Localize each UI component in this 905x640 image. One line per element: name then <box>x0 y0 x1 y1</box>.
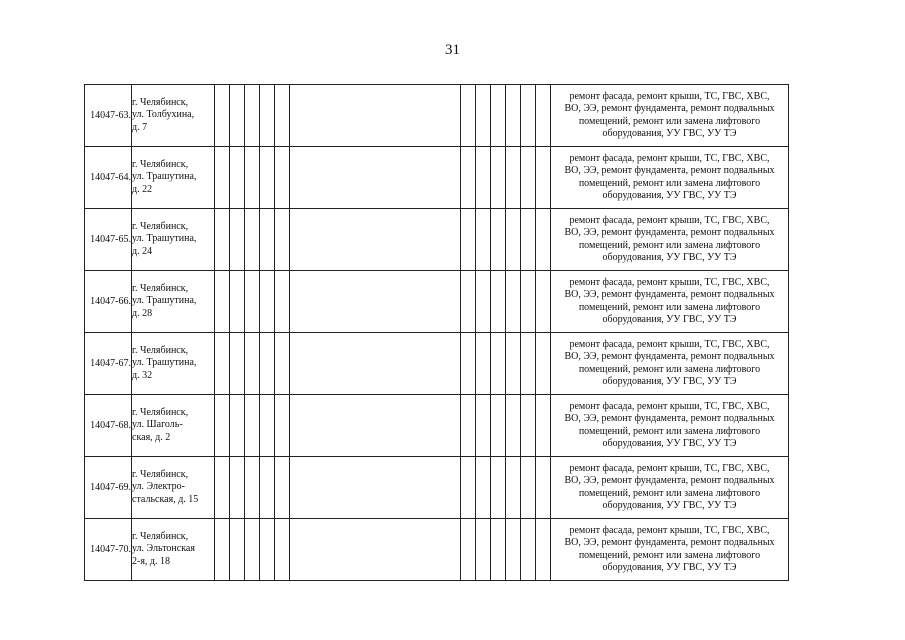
address-line: д. 32 <box>132 369 153 381</box>
empty-cell <box>476 271 491 333</box>
works-line: помещений, ремонт или замена лифтового <box>578 239 761 251</box>
empty-cell <box>476 333 491 395</box>
empty-cell <box>536 85 551 147</box>
empty-cell <box>215 209 230 271</box>
empty-cell <box>506 457 521 519</box>
address-line: ул. Шаголь- <box>132 419 183 431</box>
empty-cell <box>215 333 230 395</box>
empty-cell <box>536 333 551 395</box>
empty-cell <box>215 271 230 333</box>
address-line: ул. Трашутина, <box>132 357 197 369</box>
works-line: ВО, ЭЭ, ремонт фундамента, ремонт подвальных <box>564 103 775 114</box>
empty-cell <box>260 519 275 581</box>
empty-cell <box>245 209 260 271</box>
object-address <box>132 85 215 147</box>
empty-cell <box>506 271 521 333</box>
empty-cell <box>491 147 506 209</box>
address-line: г. Челябинск, <box>132 406 189 418</box>
empty-cell <box>536 519 551 581</box>
empty-cell <box>275 333 290 395</box>
empty-cell <box>491 209 506 271</box>
object-code: 14047-66. <box>85 271 132 333</box>
page-number: 31 <box>445 42 460 58</box>
empty-cell <box>245 457 260 519</box>
works-line: помещений, ремонт или замена лифтового <box>578 115 761 127</box>
works-line: помещений, ремонт или замена лифтового <box>578 425 761 437</box>
empty-cell <box>245 85 260 147</box>
object-code: 14047-63. <box>85 85 132 147</box>
address-line: ул. Электро- <box>132 481 185 493</box>
empty-cell <box>260 85 275 147</box>
empty-cell <box>461 147 476 209</box>
empty-cell <box>491 395 506 457</box>
empty-cell <box>290 147 461 209</box>
empty-cell <box>230 519 245 581</box>
works-line: оборудования, УУ ГВС, УУ ТЭ <box>602 562 737 573</box>
empty-cell <box>230 209 245 271</box>
works-line: помещений, ремонт или замена лифтового <box>578 301 761 313</box>
empty-cell <box>506 519 521 581</box>
empty-cell <box>245 271 260 333</box>
empty-cell <box>521 85 536 147</box>
works-line: оборудования, УУ ГВС, УУ ТЭ <box>602 314 737 325</box>
empty-cell <box>461 209 476 271</box>
empty-cell <box>521 395 536 457</box>
empty-cell <box>521 333 536 395</box>
address-line: ул. Толбухина, <box>132 109 195 121</box>
object-code: 14047-70. <box>85 519 132 581</box>
address-line: г. Челябинск, <box>132 344 189 356</box>
empty-cell <box>230 457 245 519</box>
empty-cell <box>260 271 275 333</box>
address-line: д. 7 <box>132 121 148 133</box>
empty-cell <box>461 457 476 519</box>
empty-cell <box>245 333 260 395</box>
object-code: 14047-69. <box>85 457 132 519</box>
empty-cell <box>521 147 536 209</box>
empty-cell <box>476 395 491 457</box>
empty-cell <box>290 333 461 395</box>
repair-works <box>551 209 789 271</box>
empty-cell <box>536 271 551 333</box>
empty-cell <box>215 85 230 147</box>
works-line: ВО, ЭЭ, ремонт фундамента, ремонт подвальных <box>564 475 775 486</box>
works-line: помещений, ремонт или замена лифтового <box>578 549 761 561</box>
table-row <box>85 457 789 519</box>
address-line: г. Челябинск, <box>132 158 189 170</box>
empty-cell <box>461 271 476 333</box>
works-line: ремонт фасада, ремонт крыши, ТС, ГВС, ХВС, <box>569 462 770 474</box>
empty-cell <box>521 209 536 271</box>
empty-cell <box>506 209 521 271</box>
empty-cell <box>230 395 245 457</box>
empty-cell <box>215 147 230 209</box>
repair-works <box>551 333 789 395</box>
works-line: ремонт фасада, ремонт крыши, ТС, ГВС, ХВС, <box>569 214 770 226</box>
works-line: ремонт фасада, ремонт крыши, ТС, ГВС, ХВС, <box>569 524 770 536</box>
works-line: ремонт фасада, ремонт крыши, ТС, ГВС, ХВС, <box>569 276 770 288</box>
object-address <box>132 209 215 271</box>
object-code: 14047-64. <box>85 147 132 209</box>
address-line: ул. Трашутина, <box>132 233 197 245</box>
empty-cell <box>275 519 290 581</box>
works-line: оборудования, УУ ГВС, УУ ТЭ <box>602 376 737 387</box>
empty-cell <box>521 519 536 581</box>
empty-cell <box>506 395 521 457</box>
empty-cell <box>230 85 245 147</box>
repair-works <box>551 519 789 581</box>
empty-cell <box>290 395 461 457</box>
empty-cell <box>275 147 290 209</box>
works-line: оборудования, УУ ГВС, УУ ТЭ <box>602 438 737 449</box>
empty-cell <box>275 209 290 271</box>
works-line: помещений, ремонт или замена лифтового <box>578 487 761 499</box>
empty-cell <box>491 457 506 519</box>
works-line: ремонт фасада, ремонт крыши, ТС, ГВС, ХВС, <box>569 338 770 350</box>
address-line: д. 22 <box>132 183 153 195</box>
empty-cell <box>506 333 521 395</box>
works-line: ремонт фасада, ремонт крыши, ТС, ГВС, ХВС, <box>569 90 770 102</box>
empty-cell <box>275 395 290 457</box>
address-line: ская, д. 2 <box>132 431 171 443</box>
empty-cell <box>521 457 536 519</box>
address-line: г. Челябинск, <box>132 220 189 232</box>
empty-cell <box>230 333 245 395</box>
repair-works <box>551 271 789 333</box>
empty-cell <box>230 271 245 333</box>
address-line: ул. Трашутина, <box>132 295 197 307</box>
address-line: д. 28 <box>132 307 153 319</box>
empty-cell <box>290 209 461 271</box>
works-line: оборудования, УУ ГВС, УУ ТЭ <box>602 252 737 263</box>
table-row <box>85 85 789 147</box>
empty-cell <box>260 147 275 209</box>
empty-cell <box>521 271 536 333</box>
empty-cell <box>461 333 476 395</box>
empty-cell <box>476 85 491 147</box>
empty-cell <box>506 85 521 147</box>
table-row <box>85 271 789 333</box>
empty-cell <box>536 147 551 209</box>
address-line: г. Челябинск, <box>132 96 189 108</box>
object-code: 14047-68. <box>85 395 132 457</box>
repair-works <box>551 85 789 147</box>
works-line: ВО, ЭЭ, ремонт фундамента, ремонт подвальных <box>564 165 775 176</box>
address-line: ул. Трашутина, <box>132 171 197 183</box>
empty-cell <box>476 209 491 271</box>
address-line: стальская, д. 15 <box>132 493 199 505</box>
empty-cell <box>536 209 551 271</box>
repair-works <box>551 457 789 519</box>
table-row <box>85 395 789 457</box>
empty-cell <box>215 395 230 457</box>
address-line: г. Челябинск, <box>132 282 189 294</box>
object-address <box>132 519 215 581</box>
object-address <box>132 395 215 457</box>
works-line: оборудования, УУ ГВС, УУ ТЭ <box>602 128 737 139</box>
works-line: ВО, ЭЭ, ремонт фундамента, ремонт подвальных <box>564 351 775 362</box>
empty-cell <box>461 519 476 581</box>
object-address <box>132 333 215 395</box>
empty-cell <box>491 333 506 395</box>
works-line: ремонт фасада, ремонт крыши, ТС, ГВС, ХВС, <box>569 152 770 164</box>
empty-cell <box>275 457 290 519</box>
empty-cell <box>476 147 491 209</box>
works-line: ВО, ЭЭ, ремонт фундамента, ремонт подвальных <box>564 227 775 238</box>
object-code: 14047-65. <box>85 209 132 271</box>
empty-cell <box>245 519 260 581</box>
works-line: помещений, ремонт или замена лифтового <box>578 363 761 375</box>
empty-cell <box>260 457 275 519</box>
works-line: ВО, ЭЭ, ремонт фундамента, ремонт подвальных <box>564 413 775 424</box>
empty-cell <box>536 457 551 519</box>
empty-cell <box>476 519 491 581</box>
empty-cell <box>260 395 275 457</box>
empty-cell <box>476 457 491 519</box>
object-address <box>132 147 215 209</box>
empty-cell <box>461 85 476 147</box>
empty-cell <box>275 85 290 147</box>
empty-cell <box>260 333 275 395</box>
object-code: 14047-67. <box>85 333 132 395</box>
address-line: г. Челябинск, <box>132 468 189 480</box>
works-line: оборудования, УУ ГВС, УУ ТЭ <box>602 190 737 201</box>
address-line: г. Челябинск, <box>132 530 189 542</box>
empty-cell <box>260 209 275 271</box>
works-line: ремонт фасада, ремонт крыши, ТС, ГВС, ХВС, <box>569 400 770 412</box>
address-line: 2-я, д. 18 <box>132 555 171 567</box>
empty-cell <box>215 457 230 519</box>
empty-cell <box>245 395 260 457</box>
empty-cell <box>290 519 461 581</box>
works-line: оборудования, УУ ГВС, УУ ТЭ <box>602 500 737 511</box>
empty-cell <box>245 147 260 209</box>
empty-cell <box>536 395 551 457</box>
empty-cell <box>215 519 230 581</box>
table-row <box>85 209 789 271</box>
empty-cell <box>506 147 521 209</box>
repair-works <box>551 395 789 457</box>
empty-cell <box>290 457 461 519</box>
registry-table <box>84 84 789 581</box>
registry-body <box>85 85 789 581</box>
works-line: помещений, ремонт или замена лифтового <box>578 177 761 189</box>
object-address <box>132 457 215 519</box>
repair-works <box>551 147 789 209</box>
address-line: д. 24 <box>132 245 153 257</box>
empty-cell <box>275 271 290 333</box>
works-line: ВО, ЭЭ, ремонт фундамента, ремонт подвальных <box>564 537 775 548</box>
empty-cell <box>491 519 506 581</box>
object-address <box>132 271 215 333</box>
empty-cell <box>491 271 506 333</box>
table-row <box>85 147 789 209</box>
works-line: ВО, ЭЭ, ремонт фундамента, ремонт подвальных <box>564 289 775 300</box>
empty-cell <box>290 85 461 147</box>
empty-cell <box>230 147 245 209</box>
empty-cell <box>461 395 476 457</box>
empty-cell <box>491 85 506 147</box>
table-row <box>85 333 789 395</box>
empty-cell <box>290 271 461 333</box>
address-line: ул. Эльтонская <box>132 543 195 555</box>
table-row <box>85 519 789 581</box>
